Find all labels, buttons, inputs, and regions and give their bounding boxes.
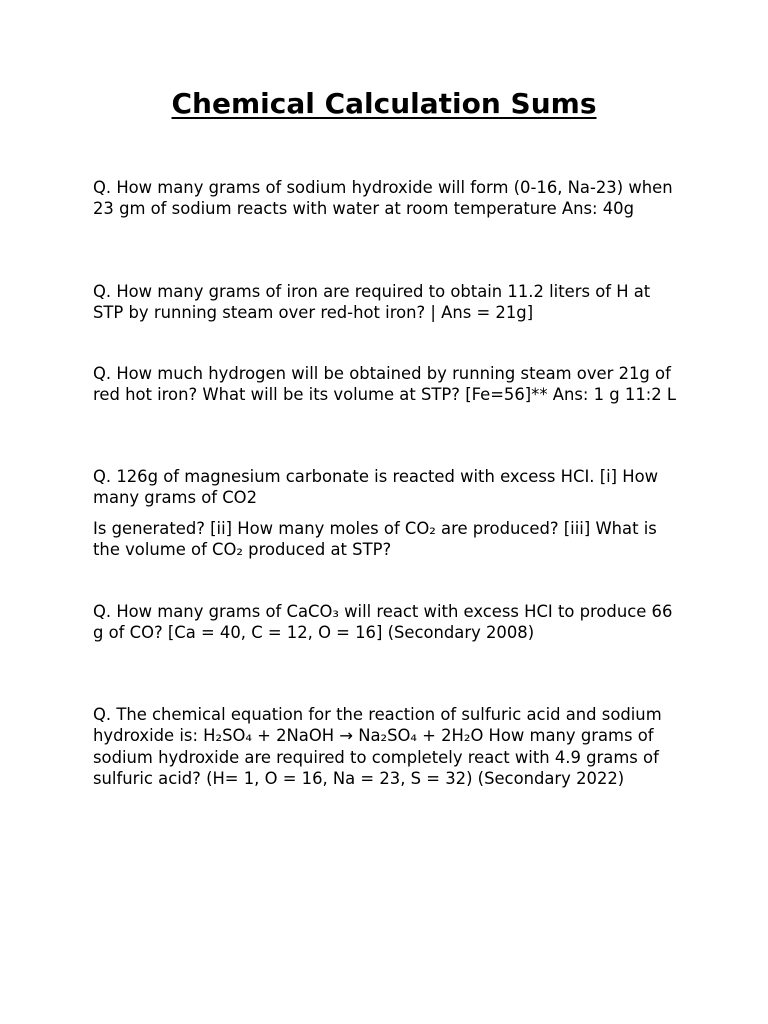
page-title-text: Chemical Calculation Sums	[171, 87, 597, 120]
question-6: Q. The chemical equation for the reaction of sulfuric acid and sodium hydroxide is: H₂SO₄ + 2NaOH → Na₂SO₄ + 2H₂O How many grams of sodium hydroxide are required to completely react with 4.9 grams of sulfuric acid? (H= 1, O = 16, Na = 23, S = 32) (Secondary 2022)	[93, 705, 662, 788]
page-title	[0, 86, 768, 122]
question-2: Q. How many grams of iron are required to obtain 11.2 liters of H at STP by running steam over red-hot iron? | Ans = 21g]	[93, 282, 651, 323]
question-5: Q. How many grams of CaCO₃ will react with excess HCI to produce 66 g of CO? [Ca = 40, C = 12, O = 16] (Secondary 2008)	[93, 602, 673, 643]
question-1: Q. How many grams of sodium hydroxide will form (0-16, Na-23) when 23 gm of sodium reacts with water at room temperature Ans: 40g	[93, 178, 673, 219]
question-3: Q. How much hydrogen will be obtained by running steam over 21g of red hot iron? What will be its volume at STP? [Fe=56]** Ans: 1 g 11:2 L	[93, 364, 677, 405]
question-4-part-1: Q. 126g of magnesium carbonate is reacted with excess HCI. [i] How many grams of CO2	[93, 467, 659, 508]
question-4-part-2: Is generated? [ii] How many moles of CO₂ are produced? [iii] What is the volume of CO₂ produced at STP?	[93, 519, 657, 560]
